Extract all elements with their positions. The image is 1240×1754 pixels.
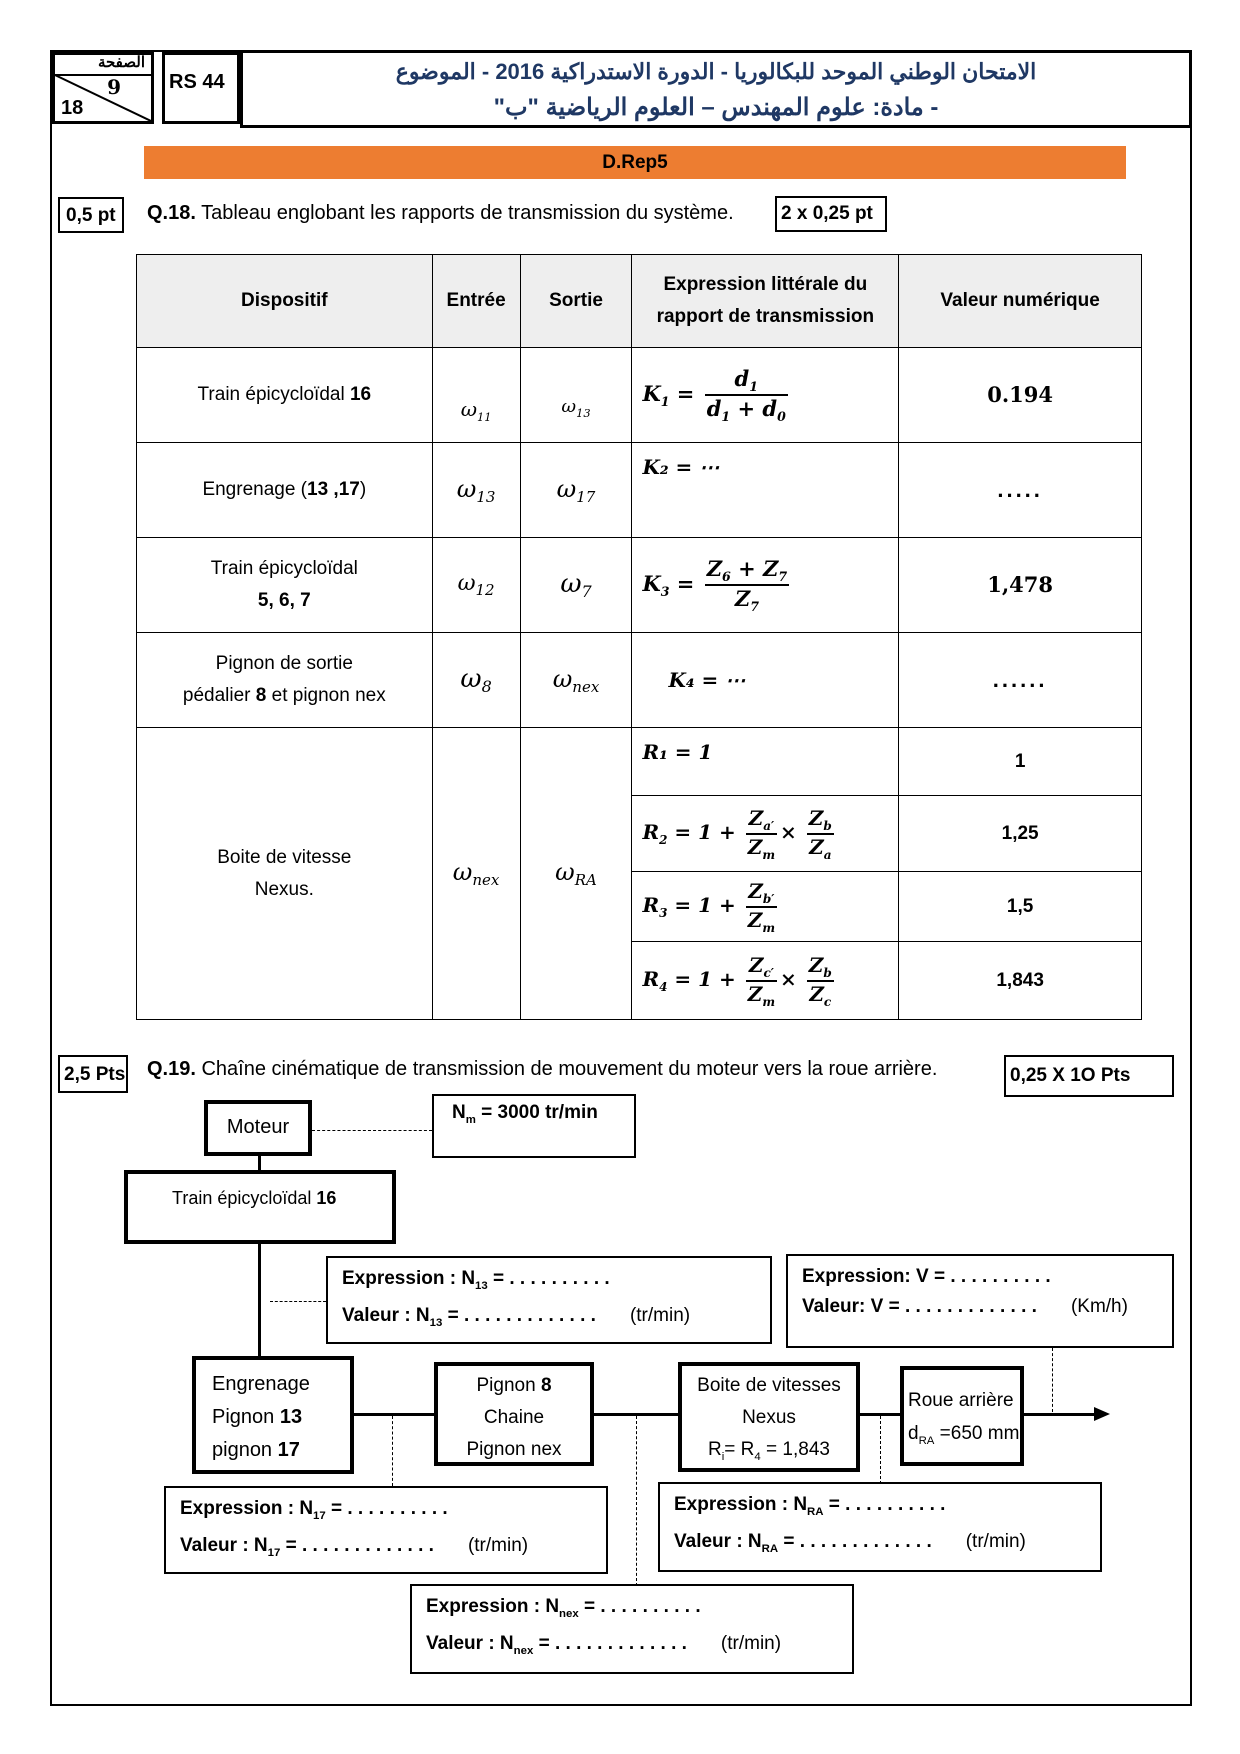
device-number: 13 ,17: [307, 479, 360, 500]
q18-points-box: [58, 197, 124, 233]
transmission-table: [136, 254, 1142, 1020]
v-expression-line: Expression: V = . . . . . . . . . .: [802, 1266, 1051, 1287]
q19-question: [147, 1058, 937, 1081]
input-symbol: ω: [452, 858, 473, 887]
input-symbol: ω: [457, 571, 476, 597]
device-name: Train épicycloïdal: [197, 384, 350, 405]
output-symbol: ω: [561, 396, 577, 418]
section-banner-text: D.Rep5: [602, 152, 668, 173]
nnex-value-line: Valeur : $N_{nex}$ = . . . . . . . . . . . . . (tr/min): [426, 1632, 782, 1657]
header-value: Valeur numérique: [899, 255, 1142, 348]
q19-points: 2,5 Pts: [64, 1064, 126, 1085]
header-expression: Expression littérale du rapport de transmission: [632, 255, 899, 348]
value-cell: [899, 942, 1142, 1020]
value-text: 1,843: [996, 969, 1044, 991]
n17-expression-box: [164, 1486, 608, 1574]
input-subscript: 12: [475, 580, 495, 599]
page-number-box: [52, 52, 154, 124]
expression-cell: [632, 633, 899, 728]
table-row: [137, 538, 1142, 633]
nra-unit: (tr/min): [965, 1530, 1026, 1552]
expression-cell: [632, 443, 899, 538]
input-subscript: 13: [476, 487, 496, 506]
device-cell: [137, 443, 433, 538]
exam-code-box: [162, 52, 240, 124]
input-cell: [432, 633, 520, 728]
expression-cell: [632, 348, 899, 443]
value-cell: [899, 633, 1142, 728]
section-banner: [144, 146, 1126, 179]
input-symbol: ω: [456, 474, 477, 503]
link-roue-v: [1052, 1348, 1053, 1412]
q19-label: Q.19.: [147, 1058, 196, 1080]
nnex-unit: (tr/min): [720, 1632, 782, 1654]
header-output: Sortie: [520, 255, 632, 348]
output-symbol: ω: [552, 664, 573, 693]
exam-title-line2: - مادة: علوم المهندس – العلوم الرياضية "ب": [493, 94, 939, 121]
output-symbol: ω: [560, 569, 582, 600]
output-symbol: ω: [556, 474, 577, 503]
nra-value-line: Valeur : $N_{RA}$ = . . . . . . . . . . . . . (tr/min): [674, 1530, 1026, 1555]
value-text: 1,478: [987, 572, 1053, 597]
output-cell: [520, 633, 632, 728]
input-subscript: nex: [472, 870, 500, 889]
value-cell: [899, 538, 1142, 633]
value-text: 1: [1014, 750, 1026, 772]
value-cell: [899, 796, 1142, 872]
n13-unit: (tr/min): [629, 1304, 691, 1326]
expression-cell: [632, 728, 899, 796]
nm-subscript: m: [465, 1113, 476, 1126]
device-cell: [137, 538, 433, 633]
output-cell: [520, 728, 632, 1020]
expression-cell: [632, 872, 899, 942]
nra-expression-box: [658, 1482, 1102, 1572]
output-subscript: 17: [576, 487, 596, 506]
link-nra: [880, 1416, 881, 1484]
table-header-row: [137, 255, 1142, 348]
output-subscript: 13: [576, 406, 591, 420]
device-name-3: et pignon nex: [266, 685, 386, 706]
device-name-2: pédalier: [182, 685, 256, 706]
roue-block: [900, 1366, 1024, 1466]
q18-text: Tableau englobant les rapports de transmission du système.: [195, 202, 734, 224]
link-nnex: [636, 1416, 637, 1586]
q18-subpoints-box: [775, 196, 887, 232]
device-name-2: Nexus.: [254, 878, 314, 900]
page-number: 9: [107, 75, 121, 99]
formula-k1: $K_1$ = $\frac{d_1}{d_1 + d_0}$: [642, 365, 786, 425]
table-row: [137, 633, 1142, 728]
pignon8-block: [434, 1362, 594, 1466]
value-cell: [899, 872, 1142, 942]
device-name: Engrenage (: [202, 479, 308, 500]
value-text: 1,25: [1001, 822, 1039, 844]
output-subscript: 7: [581, 581, 592, 601]
device-number: 5, 6, 7: [257, 590, 311, 611]
link-n17: [392, 1416, 393, 1486]
input-cell: [432, 443, 520, 538]
n17-unit: (tr/min): [467, 1534, 529, 1556]
exam-title-line1: الامتحان الوطني الموحد للبكالوريا - الدورة الاستدراكية 2016 - الموضوع: [395, 59, 1037, 84]
n13-expression-line: Expression : $N_{13}$ = . . . . . . . . . .: [342, 1268, 610, 1292]
nm-text: [452, 1102, 598, 1126]
formula-k3: $K_3$ = $\frac{Z_6 + Z_7}{Z_7}$: [642, 555, 788, 615]
device-name-end: ): [359, 479, 367, 500]
device-cell: [137, 348, 433, 443]
page-word: الصفحة: [97, 54, 145, 71]
value-cell: [899, 348, 1142, 443]
expression-cell: [632, 796, 899, 872]
nm-symbol: N: [452, 1102, 466, 1123]
v-expression-box: [786, 1254, 1174, 1348]
device-name: Train épicycloïdal: [210, 558, 358, 579]
value-text: ......: [992, 667, 1048, 692]
q18-label: Q.18.: [147, 202, 196, 224]
pignon8-label: Pignon 8 Chaine Pignon nex: [466, 1375, 562, 1460]
q19-text: Chaîne cinématique de transmission de mouvement du moteur vers la roue arrière.: [195, 1058, 938, 1080]
formula-r4: $R_4 = 1$ + $\frac{Z_{c'}}{Z_m}$ × $\frac{Z_b}{Z_c}$: [642, 952, 832, 1009]
train16-label: [172, 1188, 336, 1209]
input-subscript: 11: [477, 410, 492, 424]
output-cell: [520, 443, 632, 538]
value-cell: [899, 728, 1142, 796]
link-engrenage-pignon8: [354, 1413, 434, 1416]
value-text: .....: [997, 477, 1043, 502]
n17-expression-line: Expression : $N_{17}$ = . . . . . . . . . .: [180, 1498, 448, 1522]
nm-box: [432, 1094, 636, 1158]
v-unit: (Km/h): [1070, 1296, 1128, 1317]
device-cell: [137, 633, 433, 728]
engrenage-label: Engrenage Pignon 13 pignon 17: [212, 1373, 310, 1461]
formula-r1: R₁ = 1: [642, 740, 713, 764]
q19-subpoints-box: [1004, 1055, 1174, 1097]
output-symbol: ω: [555, 858, 575, 887]
output-cell: [520, 348, 632, 443]
q19-subpoints: 0,25 X 1O Pts: [1010, 1065, 1131, 1086]
formula-r2: $R_2 = 1$ + $\frac{Z_{a'}}{Z_m}$ × $\frac{Z_b}{Z_a}$: [642, 805, 832, 862]
header-device: Dispositif: [137, 255, 433, 348]
output-arrow-line: [1024, 1413, 1100, 1416]
formula-k4: K₄ = ⋯: [668, 667, 746, 692]
expression-cell: [632, 538, 899, 633]
link-moteur-nm: [312, 1130, 432, 1131]
input-cell: [432, 728, 520, 1020]
value-text: 1,5: [1006, 895, 1034, 917]
train16-number: 16: [316, 1188, 337, 1208]
n17-value-line: Valeur : $N_{17}$ = . . . . . . . . . . . . . (tr/min): [180, 1534, 529, 1559]
exam-code: RS 44: [169, 71, 225, 93]
moteur-label: Moteur: [226, 1116, 290, 1138]
moteur-block: [204, 1100, 312, 1156]
table-row: [137, 348, 1142, 443]
v-value-line: Valeur: V = . . . . . . . . . . . . . (Km/h): [802, 1296, 1128, 1317]
table-row: [137, 443, 1142, 538]
device-name: Pignon de sortie: [215, 653, 353, 674]
n13-expression-box: [326, 1256, 772, 1344]
link-moteur-train: [258, 1156, 261, 1170]
nnex-expression-line: Expression : $N_{nex}$ = . . . . . . . . . .: [426, 1596, 701, 1620]
nexus-block: [678, 1362, 860, 1472]
nnex-expression-box: [410, 1584, 854, 1674]
q18-points: 0,5 pt: [66, 205, 116, 226]
input-cell: [432, 348, 520, 443]
q19-points-box: [58, 1055, 128, 1093]
input-symbol: ω: [460, 664, 482, 695]
exam-title-box: [240, 50, 1192, 128]
expression-cell: [632, 942, 899, 1020]
nra-expression-line: Expression : $N_{RA}$ = . . . . . . . . . .: [674, 1494, 946, 1518]
header-input: Entrée: [432, 255, 520, 348]
train16-name: Train épicycloïdal: [172, 1188, 317, 1208]
q18-question: [147, 202, 734, 225]
formula-r3: $R_3 = 1$ + $\frac{Z_{b'}}{Z_m}$: [642, 878, 776, 935]
formula-k2: K₂ = ⋯: [642, 455, 720, 479]
link-train-engrenage: [258, 1244, 261, 1356]
page-total: 18: [61, 97, 84, 119]
device-name: Boite de vitesse: [217, 846, 352, 868]
train16-block: [124, 1170, 396, 1244]
table-row: [137, 728, 1142, 796]
input-symbol: ω: [460, 397, 477, 422]
value-cell: [899, 443, 1142, 538]
input-subscript: 8: [481, 676, 492, 696]
engrenage-block: [192, 1356, 354, 1474]
roue-label: Roue arrière $d_{RA} =650$ mm: [908, 1390, 1020, 1447]
device-cell: [137, 728, 433, 1020]
output-arrow-head: [1094, 1405, 1112, 1423]
device-number: 16: [349, 384, 372, 405]
nm-value: = 3000 tr/min: [475, 1102, 598, 1123]
n13-value-line: Valeur : $N_{13}$ = . . . . . . . . . . . . . (tr/min): [342, 1304, 691, 1329]
device-number: 8: [255, 685, 267, 706]
input-cell: [432, 538, 520, 633]
output-subscript: RA: [574, 870, 597, 889]
nexus-label: Boite de vitesses Nexus $R_i= R_4 = 1,843$: [697, 1375, 841, 1463]
output-subscript: nex: [572, 677, 600, 696]
q18-subpoints: 2 x 0,25 pt: [781, 203, 873, 224]
value-text: 0.194: [987, 382, 1053, 407]
link-train-n13: [270, 1301, 326, 1302]
output-cell: [520, 538, 632, 633]
